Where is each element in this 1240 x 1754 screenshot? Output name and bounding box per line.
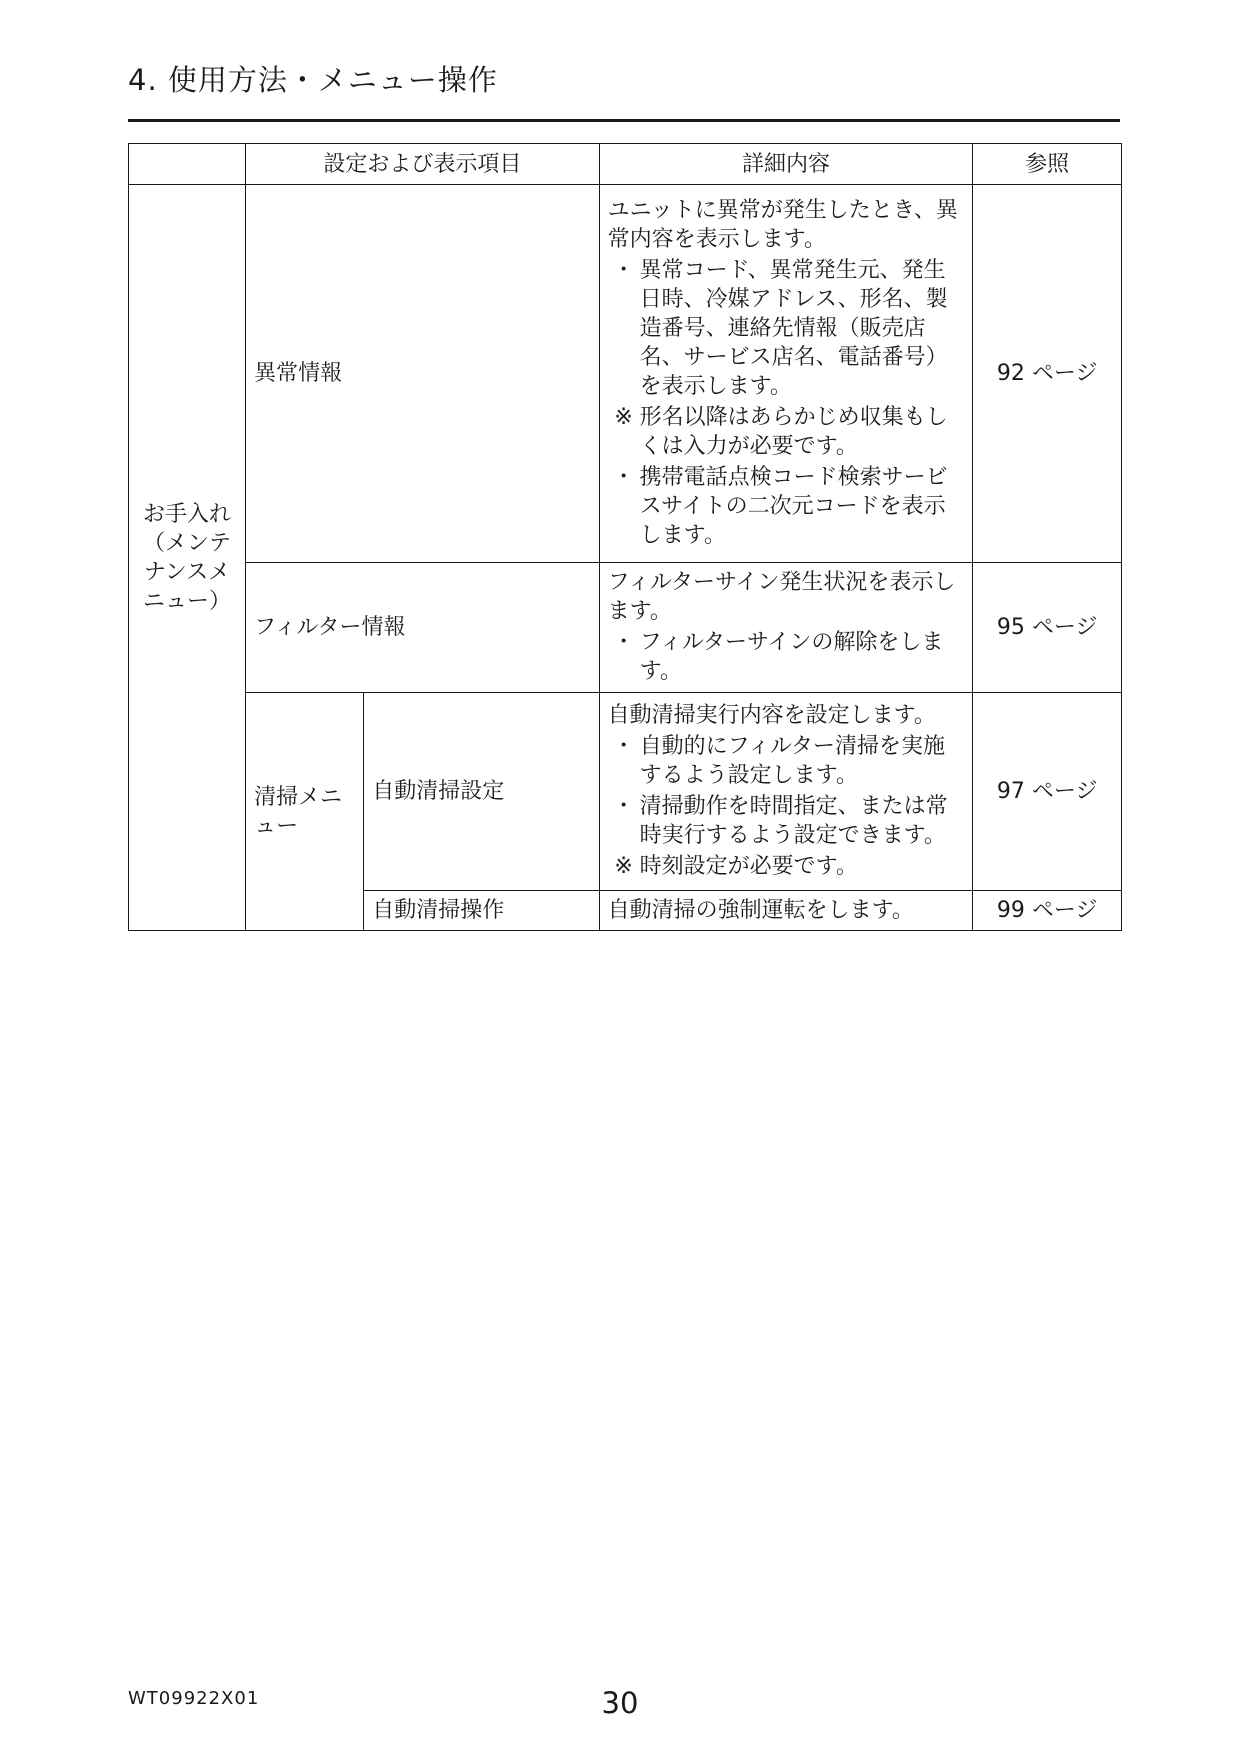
item-auto-cleaning-setting: 自動清掃設定 [364,693,599,891]
reference-filter-info: 95 ページ [973,563,1122,693]
item-auto-cleaning-operation: 自動清掃操作 [364,891,599,931]
note-text: 時刻設定が必要です。 [639,853,858,879]
detail-intro: ユニットに異常が発生したとき、異常内容を表示します。 [607,197,958,252]
table-row [129,563,1122,693]
header-divider [128,119,1120,122]
page-title: 4. 使用方法・メニュー操作 [128,63,498,97]
table-row [129,693,1122,891]
bullet-item [608,463,965,550]
detail-error-info [599,185,973,563]
note-text: 形名以降はあらかじめ収集もしくは入力が必要です。 [639,404,948,459]
detail-intro: 自動清掃実行内容を設定します。 [607,702,936,728]
detail-auto-cleaning-setting [599,693,973,891]
column-header-reference: 参照 [973,144,1122,185]
bullet-item [608,732,965,790]
bullet-text: 異常コード、異常発生元、発生日時、冷媒アドレス、形名、製造番号、連絡先情報（販売店名、サービス店名、電話番号）を表示します。 [639,257,948,399]
category-cell: お手入れ（メンテナンスメニュー） [129,185,246,931]
table-header-row [129,144,1122,185]
bullet-text: 自動的にフィルター清掃を実施するよう設定します。 [639,733,945,788]
document-code: WT09922X01 [128,1688,260,1709]
bullet-mark: ・ [612,733,635,759]
detail-auto-cleaning-operation: 自動清掃の強制運転をします。 [599,891,973,931]
bullet-text: 携帯電話点検コード検索サービスサイトの二次元コードを表示します。 [639,464,948,548]
table-row [129,185,1122,563]
note-item [608,403,965,461]
reference-error-info: 92 ページ [973,185,1122,563]
column-header-category [129,144,246,185]
page-number: 30 [601,1686,639,1720]
bullet-item [608,792,965,850]
bullet-mark: ・ [612,257,635,283]
reference-auto-cleaning-setting: 97 ページ [973,693,1122,891]
bullet-mark: ・ [612,629,635,655]
note-item [608,852,965,881]
menu-table [128,143,1122,931]
bullet-text: フィルターサインの解除をします。 [639,629,944,684]
detail-intro: フィルターサイン発生状況を表示します。 [607,569,956,624]
detail-filter-info [599,563,973,693]
note-mark: ※ [614,853,633,879]
bullet-item [608,628,965,686]
bullet-text: 清掃動作を時間指定、または常時実行するよう設定できます。 [639,793,948,848]
column-header-item: 設定および表示項目 [246,144,600,185]
bullet-item [608,256,965,401]
reference-auto-cleaning-operation: 99 ページ [973,891,1122,931]
bullet-mark: ・ [612,464,635,490]
item-filter-info: フィルター情報 [246,563,600,693]
note-mark: ※ [614,404,633,430]
item-cleaning-menu: 清掃メニュー [246,693,364,931]
bullet-mark: ・ [612,793,635,819]
item-error-info: 異常情報 [246,185,600,563]
column-header-detail: 詳細内容 [599,144,973,185]
